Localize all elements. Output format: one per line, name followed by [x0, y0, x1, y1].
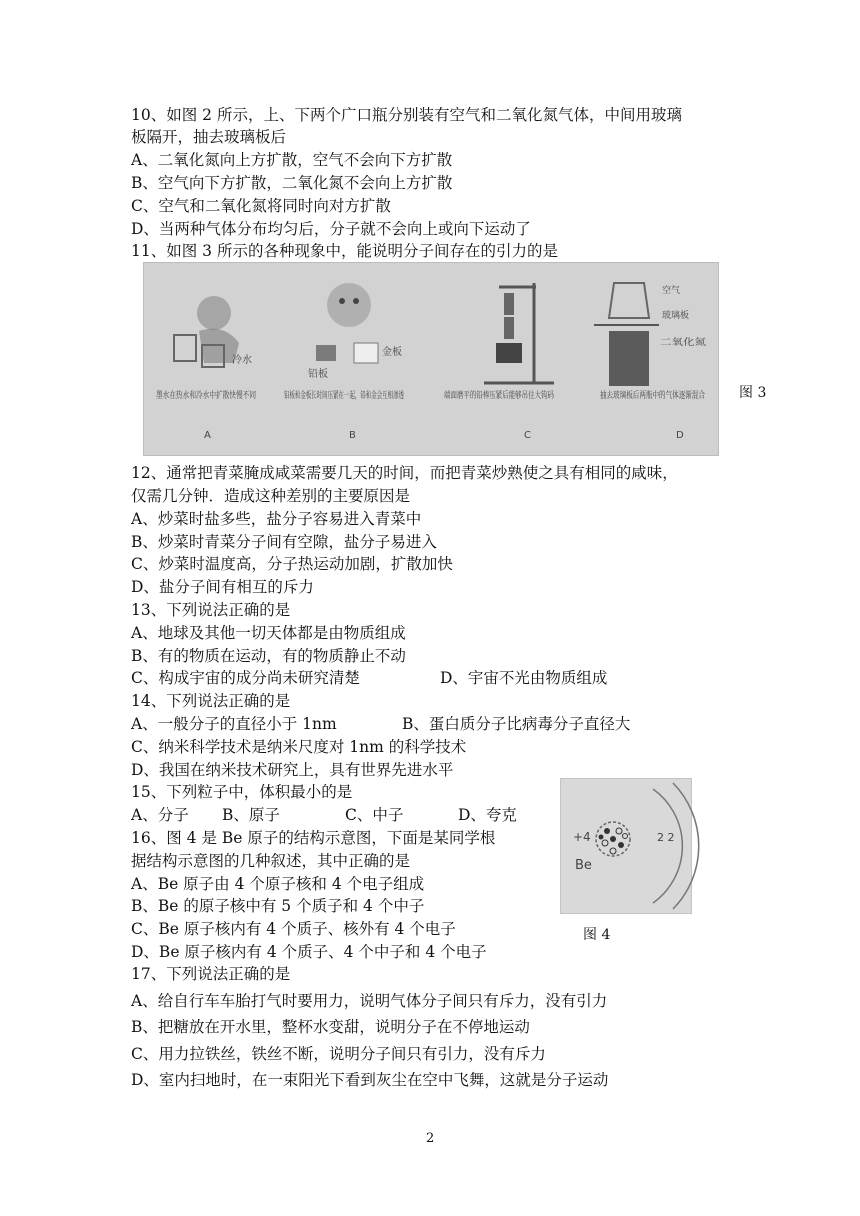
panel-b-label-gold: 金板 [382, 347, 402, 358]
panel-d-label-no2: 二氧化氮 [660, 338, 697, 348]
q12-option-d: D、盐分子间有相互的斥力 [131, 578, 314, 596]
q16-option-b: B、Be 的原子核中有 5 个质子和 4 个中子 [131, 897, 425, 915]
page-number: 2 [426, 1131, 435, 1146]
q13-stem: 13、下列说法正确的是 [131, 601, 291, 619]
q17-stem: 17、下列说法正确的是 [131, 965, 291, 983]
panel-c-caption: 端面磨平的铅棒压紧后能够吊住大钩码 [444, 391, 598, 401]
panel-d-illustration [594, 283, 745, 441]
q16-option-c: C、Be 原子核内有 4 个质子、核外有 4 个电子 [131, 920, 456, 938]
panel-d-letter: D [676, 430, 684, 441]
q12-stem-line2: 仅需几分钟．造成这种差别的主要原因是 [131, 487, 411, 505]
figure-3-image [143, 262, 745, 456]
q17-option-d: D、室内扫地时，在一束阳光下看到灰尘在空中飞舞，这就是分子运动 [131, 1071, 609, 1089]
q10-option-d: D、当两种气体分布均匀后，分子就不会向上或向下运动了 [131, 220, 531, 238]
q13-option-b: B、有的物质在运动，有的物质静止不动 [131, 647, 406, 665]
panel-a-illustration [156, 296, 292, 441]
q16-option-d: D、Be 原子核内有 4 个质子、4 个中子和 4 个电子 [131, 943, 487, 961]
panel-b-illustration [284, 283, 483, 441]
panel-a-label: 冷水 [232, 355, 252, 366]
panel-b-letter: B [349, 430, 356, 441]
q11-stem: 11、如图 3 所示的各种现象中，能说明分子间存在的引力的是 [131, 242, 558, 260]
q10-stem-line1: 10、如图 2 所示，上、下两个广口瓶分别装有空气和二氧化氮气体，中间用玻璃 [131, 106, 682, 124]
panel-b-caption: 铅板和金板长时间压紧在一起，铅和金会互相渗透 [284, 391, 483, 401]
q16-stem-line2: 据结构示意图的几种叙述，其中正确的是 [131, 852, 411, 870]
q12-option-a: A、炒菜时盐多些，盐分子容易进入青菜中 [131, 510, 422, 528]
figure-3-illustration [144, 263, 745, 455]
panel-c-illustration [444, 283, 598, 441]
q13-option-d: D、宇宙不光由物质组成 [440, 669, 608, 687]
q13-option-c: C、构成宇宙的成分尚未研究清楚 [131, 669, 360, 687]
q15-option-d: D、夸克 [458, 806, 517, 824]
panel-d-label-glass: 玻璃板 [662, 311, 690, 321]
panel-a-caption: 墨水在热水和冷水中扩散快慢不同 [156, 391, 292, 401]
q15-option-b: B、原子 [222, 806, 280, 824]
q15-stem: 15、下列粒子中，体积最小的是 [131, 783, 353, 801]
q10-stem-line2: 板隔开，抽去玻璃板后 [131, 128, 287, 146]
q15-option-a: A、分子 [131, 806, 189, 824]
q14-stem: 14、下列说法正确的是 [131, 692, 291, 710]
be-atom-diagram [561, 779, 691, 913]
panel-c-letter: C [524, 430, 531, 441]
panel-d-caption: 抽去玻璃板后两瓶中的气体逐渐混合 [600, 391, 745, 401]
q13-option-a: A、地球及其他一切天体都是由物质组成 [131, 624, 406, 642]
q16-stem-line1: 16、图 4 是 Be 原子的结构示意图，下面是某同学根 [131, 829, 496, 847]
q17-option-b: B、把糖放在开水里，整杯水变甜，说明分子在不停地运动 [131, 1018, 530, 1036]
figure-3-caption: 图 3 [739, 385, 767, 401]
q15-option-c: C、中子 [345, 806, 404, 824]
q12-stem-line1: 12、通常把青菜腌成咸菜需要几天的时间，而把青菜炒熟使之具有相同的咸味， [131, 464, 678, 482]
q12-option-c: C、炒菜时温度高，分子热运动加剧，扩散加快 [131, 555, 453, 573]
q12-option-b: B、炒菜时青菜分子间有空隙，盐分子易进入 [131, 533, 437, 551]
q17-option-a: A、给自行车车胎打气时要用力，说明气体分子间只有斥力，没有引力 [131, 992, 608, 1010]
panel-d-label-air: 空气 [662, 286, 681, 296]
q10-option-c: C、空气和二氧化氮将同时向对方扩散 [131, 197, 391, 215]
atom-symbol: Be [575, 858, 592, 873]
q10-option-a: A、二氧化氮向上方扩散，空气不会向下方扩散 [131, 151, 453, 169]
panel-b-label-lead: 铅板 [308, 369, 328, 380]
q16-option-a: A、Be 原子由 4 个原子核和 4 个电子组成 [131, 875, 425, 893]
q14-option-c: C、纳米科学技术是纳米尺度对 1nm 的科学技术 [131, 738, 467, 756]
figure-4-caption: 图 4 [583, 927, 611, 943]
atom-charge: +4 [573, 830, 591, 844]
q17-option-c: C、用力拉铁丝，铁丝不断，说明分子间只有引力，没有斥力 [131, 1045, 546, 1063]
q14-option-b: B、蛋白质分子比病毒分子直径大 [402, 715, 631, 733]
panel-a-letter: A [204, 430, 211, 441]
q14-option-a: A、一般分子的直径小于 1nm [131, 715, 337, 733]
atom-shell-numbers: 2 2 [657, 831, 675, 844]
q14-option-d: D、我国在纳米技术研究上，具有世界先进水平 [131, 761, 454, 779]
figure-4-image [560, 778, 692, 914]
q10-option-b: B、空气向下方扩散，二氧化氮不会向上方扩散 [131, 174, 453, 192]
